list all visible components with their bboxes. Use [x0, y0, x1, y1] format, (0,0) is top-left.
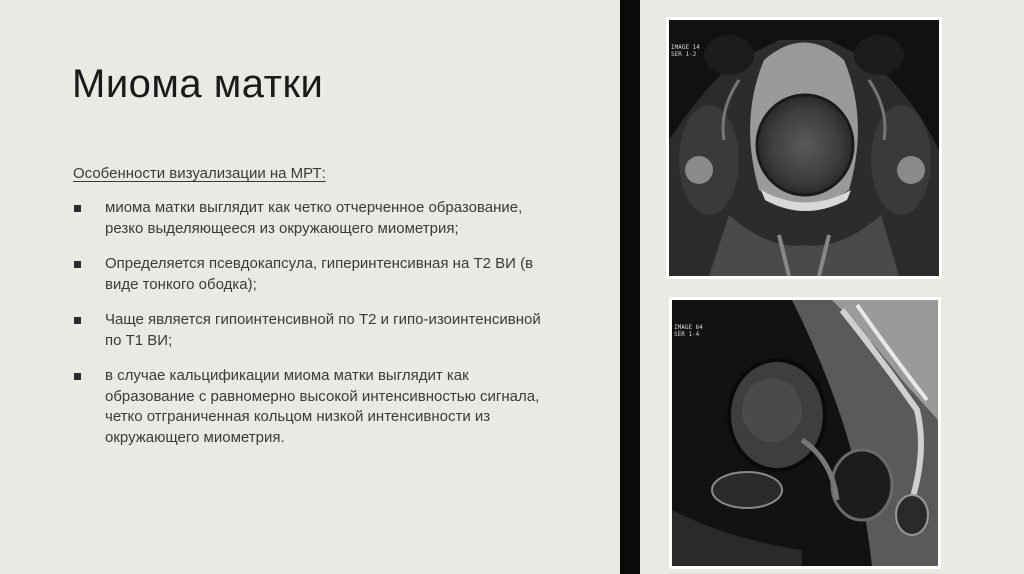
bullet-item [72, 254, 552, 295]
bullet-item [72, 198, 552, 239]
bullet-text: Определяется псевдокапсула, гиперинтенсивная на Т2 ВИ (в виде тонкого ободка); [105, 255, 534, 293]
bullet-square-icon [74, 317, 81, 324]
bullet-square-icon [74, 261, 81, 268]
bullet-text: миома матки выглядит как четко отчерченное образование, резко выделяющееся из окружающего миометрия; [105, 199, 523, 237]
slide-divider [620, 0, 640, 574]
bullet-item [72, 366, 552, 448]
mri-sagittal-graphic [672, 300, 938, 566]
mri-sagittal-image [669, 297, 941, 569]
bullet-item [72, 310, 552, 351]
bullet-text: в случае кальцификации миома матки выглядит как образование с равномерно высокой интенсивностью сигнала, четко отграниченная кольцом низкой интенсивности из окружающего миометрия. [105, 367, 540, 446]
mri-label-line: IMAGE 14 [671, 44, 700, 51]
slide-title: Миома матки [72, 62, 324, 106]
bullet-list [72, 198, 552, 463]
mri-label-line: SER 1-2 [671, 51, 697, 58]
bullet-square-icon [74, 373, 81, 380]
bullet-text: Чаще является гипоинтенсивной по Т2 и гипо-изоинтенсивной по Т1 ВИ; [105, 311, 541, 349]
mri-coronal-graphic [669, 20, 939, 276]
bullet-square-icon [74, 205, 81, 212]
mri-coronal-image [666, 17, 942, 279]
mri-label-line: SER 1-4 [674, 331, 700, 338]
slide-subtitle: Особенности визуализации на МРТ: [73, 165, 326, 182]
mri-label-line: IMAGE 64 [674, 324, 703, 331]
